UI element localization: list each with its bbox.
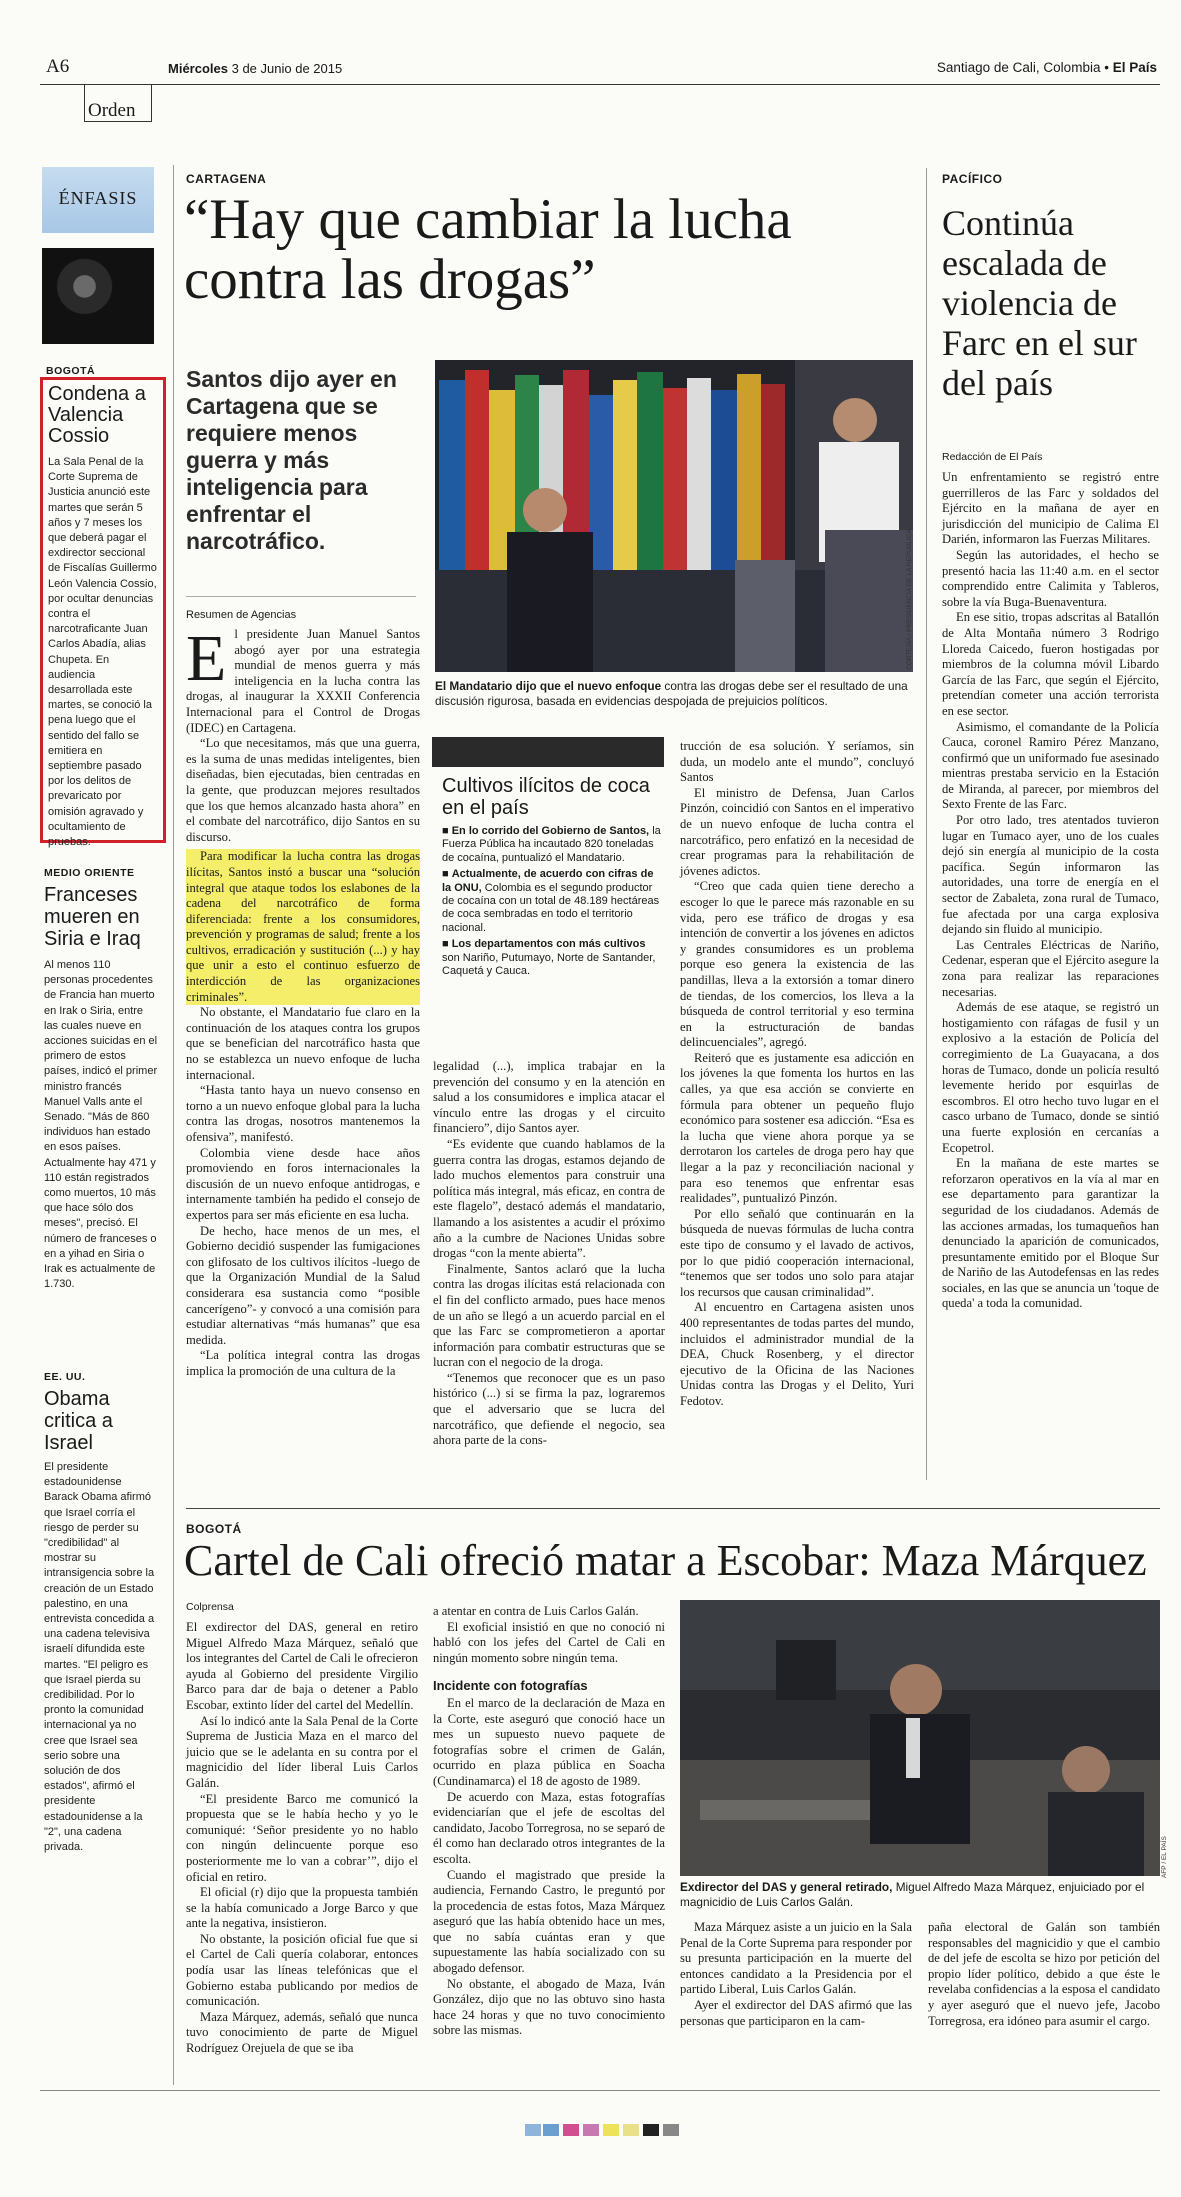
date-rest: 3 de Junio de 2015 bbox=[231, 61, 343, 76]
enfasis-1-title: Condena a Valencia Cossio bbox=[48, 383, 146, 447]
cartel-headline: Cartel de Cali ofreció matar a Escobar: Maza Márquez bbox=[184, 1536, 1147, 1585]
cartel-photo-credit: AFP / EL PAÍS bbox=[1161, 1836, 1168, 1878]
pacifico-p2: Según las autoridades, el hecho se presentó hacia las 11:40 a.m. en el sector comprendido entre Calimita y Tableros, sobre la vía Buga-Buenaventura. bbox=[942, 547, 1159, 609]
main-col2-p3: Finalmente, Santos aclaró que la lucha contra las drogas ilícitas está relacionada con el fin del conflicto armado, pues hace menos de un año se llegó a un acuerdo parcial en el que las Farc se comprometieron a aportar información para combatir estructuras que se lucran con el negocio de la droga. bbox=[433, 1261, 665, 1370]
enfasis-2-kicker: MEDIO ORIENTE bbox=[44, 867, 135, 879]
factbox-item-3-text: son Nariño, Putumayo, Norte de Santander, Caquetá y Cauca. bbox=[442, 951, 656, 978]
factbox-item-3: ■ Los departamentos con más cultivos son Nariño, Putumayo, Norte de Santander, Caquetá y Cauca. bbox=[442, 938, 656, 978]
pacifico-p4: Asimismo, el comandante de la Policía Cauca, coronel Ramiro Pérez Manzano, confirmó que un uniformado fue asesinado mientras prestaba servicio en la Estación de Miranda, al parecer, por miembros del Sexto Frente de las Farc. bbox=[942, 719, 1159, 812]
pacifico-kicker: PACÍFICO bbox=[942, 172, 1003, 186]
cartel-col1-p1: El exdirector del DAS, general en retiro Miguel Alfredo Maza Márquez, señaló que los integrantes del Cartel de Cali le ofrecieron ayuda al Gobierno del presidente Virgilio Barco para dar de baja o detener a Pablo Escobar, extinto líder del cartel del Medellín. bbox=[186, 1620, 418, 1712]
pacifico-p8: En la mañana de este martes se reforzaron operativos en la vía al mar en ese departamento para garantizar la seguridad de los ciudadanos. Además de las acciones armadas, los tumaqueños han denunciado la aparición de comunicados, presuntamente emitido por el Bloque Sur de Nariño de las Autodefensas en las redes sociales, en las que se anuncia un 'toque de queda' a toda la comunidad. bbox=[942, 1156, 1159, 1311]
main-col3-p4: Reiteró que es justamente esa adicción en los jóvenes la que fomenta los hurtos en las calles, ya que esa acción se convierte en fórmula para obtener un pequeño flujo económico para sostener esa adicción. “Esa es la lucha que viene ahora porque ya se derrotaron los carteles de droga pero hay que llegar a la paz y reconciliación nacional y para eso tenemos que enfrentar esas realidades”, puntualizó Pinzón. bbox=[680, 1050, 914, 1206]
paper-name: El País bbox=[1112, 60, 1157, 75]
factbox bbox=[432, 737, 664, 978]
main-headline: “Hay que cambiar la lucha contra las drogas” bbox=[184, 188, 792, 311]
main-caption-bold: El Mandatario dijo que el nuevo enfoque bbox=[435, 679, 662, 693]
main-photo-caption bbox=[435, 679, 913, 709]
cartel-col1-p5: No obstante, la posición oficial fue que si el Cartel de Cali quería colaborar, entonces podía usar las líneas telefónicas que el Gobierno estaba publicando por medios de comunicación. bbox=[186, 1931, 418, 2009]
bottom-rule bbox=[40, 2090, 1160, 2091]
pacifico-p5: Por otro lado, tres atentados tuvieron lugar en Tumaco ayer, uno de los cuales dejó sin energía al municipio de la costa pacífica. Según informaron las autoridades, una torre de energía en el sector de Zabaleta, zona rural de Tumaco, fue afectada por una carga explosiva dejando sin fluido al municipio. bbox=[942, 813, 1159, 937]
factbox-items bbox=[442, 825, 664, 978]
right-divider bbox=[926, 168, 927, 1480]
enfasis-1-text: La Sala Penal de la Corte Suprema de Justicia anunció este martes que serán 5 años y 7 meses los que deberá pagar el exdirector seccional de Fiscalías Guillermo León Valencia Cossio, por ocultar denuncias contra el narcotraficante Juan Carlos Abadía, alias Chupeta. En audiencia desarrollada este martes, se conoció la pena luego que el sentido del fallo se emitiera en septiembre pasado por los delitos de prevaricato por omisión agravado y ocultamiento de pruebas. bbox=[48, 456, 157, 849]
location-text: Santiago de Cali, Colombia bbox=[936, 60, 1101, 75]
pacifico-byline: Redacción de El País bbox=[942, 451, 1043, 463]
main-col1-p4: No obstante, el Mandatario fue claro en la continuación de los ataques contra los grupos que se benefician del narcotráfico hasta que no se establezca un nuevo enfoque de lucha internacional. bbox=[186, 1005, 420, 1082]
pacifico-p3: En ese sitio, tropas adscritas al Batallón de Alta Montaña número 3 Rodrigo Lloreda Caicedo, fueron hostigadas por miembros de la columna móvil Libardo García de las Farc, que según el Ejército, pretendían cometer una acción terrorista en ese sector. bbox=[942, 610, 1159, 718]
cartel-subhead: Incidente con fotografías bbox=[433, 1678, 588, 1694]
enfasis-photo bbox=[42, 248, 154, 344]
cartel-col1-p6: Maza Márquez, además, señaló que nunca tuvo conocimiento de parte de Miguel Rodríguez Orejuela de que se iba bbox=[186, 2009, 418, 2056]
main-col3-p1: trucción de esa solución. Y seríamos, sin duda, un modelo ante el mundo”, concluyó Santos bbox=[680, 739, 914, 785]
cartel-col3-p1: Maza Márquez asiste a un juicio en la Sala Penal de la Corte Suprema para responder por su presunta participación en la muerte del entonces candidato a la Presidencia por el partido Liberal, Luis Carlos Galán. bbox=[680, 1920, 912, 1997]
cartel-col1 bbox=[186, 1620, 418, 2057]
main-subhead: Santos dijo ayer en Cartagena que se requiere menos guerra y más inteligencia para enfrentar el narcotráfico. bbox=[186, 366, 397, 554]
flags-photo-illustration bbox=[435, 360, 913, 672]
subhead-rule bbox=[186, 596, 416, 597]
cartel-col2-p5: Cuando el magistrado que preside la audiencia, Fernando Castro, le preguntó por la procedencia de estas fotos, Maza Márquez aseguró que las había obtenido hace un mes, que no sabía cuántas eran y que supuestamente las había socializado con su abogado defensor. bbox=[433, 1867, 665, 1976]
header-rule bbox=[40, 84, 1160, 85]
cartel-col4 bbox=[928, 1920, 1160, 2029]
section-label: Orden bbox=[88, 100, 136, 121]
cartel-byline: Colprensa bbox=[186, 1601, 234, 1613]
main-col1-p3-highlighted: Para modificar la lucha contra las drogas ilícitas, Santos instó a buscar una “solución integral que ataque todos los eslabones de la cadena del narcotráfico de forma diferenciada: frente a los consumidores, prevención y programas de salud; frente a los cultivos, erradicación y sustitución (...) y hay que unir a esto el continuo esfuerzo de interdicción de las organizaciones criminales”. bbox=[186, 849, 420, 1004]
main-col2-p4: “Tenemos que reconocer que es un paso histórico (...) si se firma la paz, lograremos que el adversario que se lucra del narcotráfico, que defiende el negocio, sea ahora parte de la cons- bbox=[433, 1370, 665, 1448]
cartel-col3 bbox=[680, 1920, 912, 2029]
dropcap: E bbox=[186, 622, 227, 695]
main-col1-p7: De hecho, hace menos de un mes, el Gobierno decidió suspender las fumigaciones con glifosato de los cultivos ilícitos -luego de que la Organización Mundial de la Salud considerara esa sustancia como “posible cancerígeno”- y convocó a una comisión para estudiar alternativas “más humanas” que esa medida. bbox=[186, 1223, 420, 1347]
pacifico-p6: Las Centrales Eléctricas de Nariño, Cedenar, esperan que el Ejército asegure la zona para realizar las reparaciones necesarias. bbox=[942, 937, 1159, 999]
print-mark-8 bbox=[663, 2124, 679, 2136]
print-mark-2 bbox=[543, 2124, 559, 2136]
cartel-caption-rest: Miguel Alfredo Maza Márquez, enjuiciado por el magnicidio de Luis Carlos Galán. bbox=[680, 1880, 1145, 1909]
factbox-item-2-bold: Actualmente, de acuerdo con cifras de la ONU, bbox=[442, 868, 654, 894]
enfasis-1-kicker: BOGOTÁ bbox=[46, 365, 96, 377]
pacifico-p7: Además de ese ataque, se registró un hostigamiento con ráfagas de fusil y un explosivo a la estación de Policía del corregimiento de La Guayacana, a dos horas de Tumaco, donde un policía resultó levemente herido por esquirlas de escombros. El otro hecho tuvo lugar en el casco urbano de Tumaco, donde se sintió una fuerte explosión en cercanías a Ecopetrol. bbox=[942, 1000, 1159, 1155]
factbox-item-2: ■ Actualmente, de acuerdo con cifras de la ONU, Colombia es el segundo productor de cocaína con un total de 48.189 hectáreas de coca sembradas en todo el territorio nacional. bbox=[442, 868, 660, 934]
cartel-col1-p4: El oficial (r) dijo que la propuesta también se la había comunicado a Jorge Barco y que ante la negativa, insistieron. bbox=[186, 1885, 418, 1931]
main-col3-p6: Al encuentro en Cartagena asisten unos 400 representantes de todas partes del mundo, incluidos el administrador mundial de la DEA, Chuck Rosenberg, y el director ejecutivo de la Oficina de las Naciones Unidas contra las Drogas y el Delito, Yuri Fedotov. bbox=[680, 1300, 914, 1408]
cartel-col2-p2: El exoficial insistió en que no conoció ni habló con los jefes del Cartel de Cali en ningún momento sobre ningún tema. bbox=[433, 1619, 665, 1665]
cartel-col1-p3: “El presidente Barco me comunicó la propuesta que se le había hecho y yo le comuniqué: ‘Señor presidente yo no hablo con ningún delincuente porque eso posteriormente me lo van a cobrar’”, dijo el oficial en retiro. bbox=[186, 1791, 418, 1884]
print-mark-7 bbox=[643, 2124, 659, 2136]
main-col1-p5: “Hasta tanto haya un nuevo consenso en torno a un nuevo enfoque global para la lucha contra las drogas, nosotros mantenemos la ofensiva”, manifestó. bbox=[186, 1083, 420, 1144]
print-mark-4 bbox=[583, 2124, 599, 2136]
page-number: A6 bbox=[46, 56, 70, 77]
sidebar-divider bbox=[173, 165, 174, 2085]
main-col1-p1: l presidente Juan Manuel Santos abogó ayer por una estrategia mundial de menos guerra y más inteligencia en la lucha contra las drogas, al inaugurar la XXXII Conferencia Internacional para el Control de Drogas (IDEC) en Cartagena. bbox=[186, 627, 420, 735]
main-col3 bbox=[680, 739, 914, 1410]
enfasis-3-kicker: EE. UU. bbox=[44, 1371, 86, 1383]
main-col1-p6: Colombia viene desde hace años promoviendo en foros internacionales la discusión de un nuevo enfoque antidrogas, e internamente también ha pedido el consejo de expertos para ser más eficiente en esa lucha. bbox=[186, 1145, 420, 1222]
main-caption-rest: contra las drogas debe ser el resultado de una discusión rigurosa, basada en evidencias despojada de prejuicios políticos. bbox=[435, 679, 908, 708]
cartel-col2-p6: No obstante, el abogado de Maza, Iván González, dijo que no las obtuvo sino hasta hace 24 horas y que no tuvo conocimiento sobre las mismas. bbox=[433, 1976, 665, 2038]
main-col2-p2: “Es evidente que cuando hablamos de la guerra contra las drogas, estamos dejando de lado muchos elementos para construir una política más integral, más eficaz, en contra de este flagelo”, destacó además el mandatario, llamando a los asistentes a acudir el próximo año a la cumbre de Naciones Unidas sobre drogas “con la mente abierta”. bbox=[433, 1136, 665, 1261]
pacifico-body bbox=[942, 470, 1159, 1312]
cartel-caption-bold: Exdirector del DAS y general retirado, bbox=[680, 1880, 893, 1894]
main-col3-p5: Por ello señaló que continuarán en la búsqueda de nuevas fórmulas de lucha contra este tipo de consumo y el lavado de activos, por lo que pidió cooperación internacional, “tenemos que ser todos uno solo para atajar los recursos que causan criminalidad”. bbox=[680, 1206, 914, 1299]
main-col1 bbox=[186, 622, 420, 1380]
page-location: Santiago de Cali, Colombia • El País bbox=[936, 60, 1157, 75]
factbox-item-2-text: Colombia es el segundo productor de cocaína con un total de 48.189 hectáreas de coca sembradas en todo el territorio nacional. bbox=[442, 881, 660, 934]
print-mark-5 bbox=[603, 2124, 619, 2136]
print-mark-3 bbox=[563, 2124, 579, 2136]
factbox-header-bar bbox=[432, 737, 664, 767]
cartel-photo bbox=[680, 1600, 1160, 1876]
pacifico-p1: Un enfrentamiento se registró entre guerrilleros de las Farc y soldados del Ejército en la mañana de ayer en jurisdicción del municipio de Calima El Darién, informaron las Fuerzas Militares. bbox=[942, 470, 1159, 547]
main-col1-p8: “La política integral contra las drogas implica la promoción de una cultura de la bbox=[186, 1348, 420, 1378]
enfasis-3-title: Obama critica a Israel bbox=[44, 1388, 113, 1454]
cartel-col1-p2: Así lo indicó ante la Sala Penal de la Corte Suprema de Justicia Maza en el marco del juicio que se le adelanta en su contra por el magnicidio del líder liberal Luis Carlos Galán. bbox=[186, 1713, 418, 1790]
factbox-item-1-text: la Fuerza Pública ha incautado 820 toneladas de cocaína, puntualizó el Mandatario. bbox=[442, 825, 661, 864]
enfasis-label: ÉNFASIS bbox=[58, 188, 138, 208]
factbox-title: Cultivos ilícitos de coca en el país bbox=[442, 775, 650, 819]
enfasis-2-text: Al menos 110 personas procedentes de Francia han muerto en Irak o Siria, entre las cuales nueve en acciones suicidas en el primero de estos países, indicó el primer ministro francés Manuel Valls ante el Senado. "Más de 860 individuos han estado en esos países. Actualmente hay 471 y 110 están registrados como muertos, 10 más que hace sólo dos meses", precisó. El número de franceses o en a yihad en Siria o Irak es actualmente de 1.730. bbox=[44, 959, 158, 1291]
cartel-col2-p4: De acuerdo con Maza, estas fotografías evidenciarían que el jefe de escoltas del candidato, Jacobo Torregrosa, no se separó de él como han declarado otros integrantes de la escolta. bbox=[433, 1789, 665, 1866]
courtroom-photo-illustration bbox=[680, 1600, 1160, 1876]
cartel-col2-p3: En el marco de la declaración de Maza en la Corte, este aseguró que conoció hace un mes un supuesto nuevo paquete de fotografías sobre el crimen de Galán, ocurrido en plaza pública en Soacha (Cundinamarca) el 18 de agosto de 1989. bbox=[433, 1695, 665, 1788]
main-col2-p1: legalidad (...), implica trabajar en la prevención del consumo y en la atención en salud a los consumidores e implica atacar el vínculo entre las drogas y el circuito financiero”, dijo Santos ayer. bbox=[433, 1059, 665, 1136]
factbox-item-3-bold: Los departamentos con más cultivos bbox=[451, 938, 646, 951]
factbox-item-1-bold: En lo corrido del Gobierno de Santos, bbox=[451, 825, 650, 837]
cartel-col2-p1: a atentar en contra de Luis Carlos Galán. bbox=[433, 1604, 639, 1618]
main-col1-p2: “Lo que necesitamos, más que una guerra, es la suma de unas medidas inteligentes, bien diseñadas, bien ejecutadas, bien centradas en la gente, que produzcan mejores resultados que los que hemos alcanzado hasta ahora” en el combate del narcotráfico, dijo Santos en su discurso. bbox=[186, 736, 420, 844]
main-kicker: CARTAGENA bbox=[186, 172, 267, 186]
main-col2 bbox=[433, 1059, 665, 1449]
pacifico-headline: Continúa escalada de violencia de Farc en el sur del país bbox=[942, 203, 1137, 403]
enfasis-3-text: El presidente estadounidense Barack Obama afirmó que Israel corría el riesgo de perder su "credibilidad" al mostrar su intransigencia sobre la creación de un Estado palestino, en una entrevista concedida a una cadena televisiva israelí difundida este martes. "El peligro es que Israel pierda su credibilidad. Por lo pronto la comunidad internacional ya no cree que Israel sea serio sobre una solución de dos estados", afirmó el presidente estadounidense a la "2", una cadena privada. bbox=[44, 1461, 155, 1854]
main-col3-p2: El ministro de Defensa, Juan Carlos Pinzón, coincidió con Santos en el imperativo de un nuevo enfoque de lucha contra el narcotráfico, pero enfatizó en la necesidad de crear programas para la rehabilitación de jóvenes adictos. bbox=[680, 785, 914, 878]
enfasis-2-title: Franceses mueren en Siria e Iraq bbox=[44, 884, 141, 950]
factbox-item-1: ■ En lo corrido del Gobierno de Santos, la Fuerza Pública ha incautado 820 toneladas de cocaína, puntualizó el Mandatario. bbox=[442, 825, 661, 864]
main-photo bbox=[435, 360, 913, 672]
main-photo-credit: CORTESÍA / PRESIDENCIA DE LA REPÚBLICA bbox=[906, 529, 913, 670]
print-mark-6 bbox=[623, 2124, 639, 2136]
page-date bbox=[168, 61, 342, 76]
cartel-col2 bbox=[433, 1604, 665, 2039]
cartel-kicker: BOGOTÁ bbox=[186, 1522, 242, 1536]
date-day: Miércoles bbox=[168, 61, 228, 76]
cartel-photo-caption bbox=[680, 1880, 1160, 1910]
main-col3-p3: “Creo que cada quien tiene derecho a escoger lo que le parece más razonable en su vida, pero ese tráfico de drogas y esa intención de convertir a los jóvenes en adictos y grandes consumidores es un problema porque eso genera la existencia de las pandillas, lleva a la extorsión a tomar dinero de tiendas, de los comercios, los lleva a la búsqueda de control territorial y eso termina en la estructuración de bandas delincuenciales”, agregó. bbox=[680, 879, 914, 1050]
print-mark-1 bbox=[525, 2124, 541, 2136]
cartel-top-rule bbox=[186, 1508, 1160, 1509]
main-byline: Resumen de Agencias bbox=[186, 609, 297, 621]
cartel-col3-p2: Ayer el exdirector del DAS afirmó que las personas que participaron en la cam- bbox=[680, 1997, 912, 2028]
cartel-col4-p1: paña electoral de Galán son también responsables del magnicidio y que el cambio de del jefe de escolta se hizo por petición del propio líder político, debido a que éste le revelaba confidencias a la esposa el candidato y ayer aseguró que el nuevo jefe, Jacobo Torregrosa, era idóneo para asumir el cargo. bbox=[928, 1920, 1160, 2028]
